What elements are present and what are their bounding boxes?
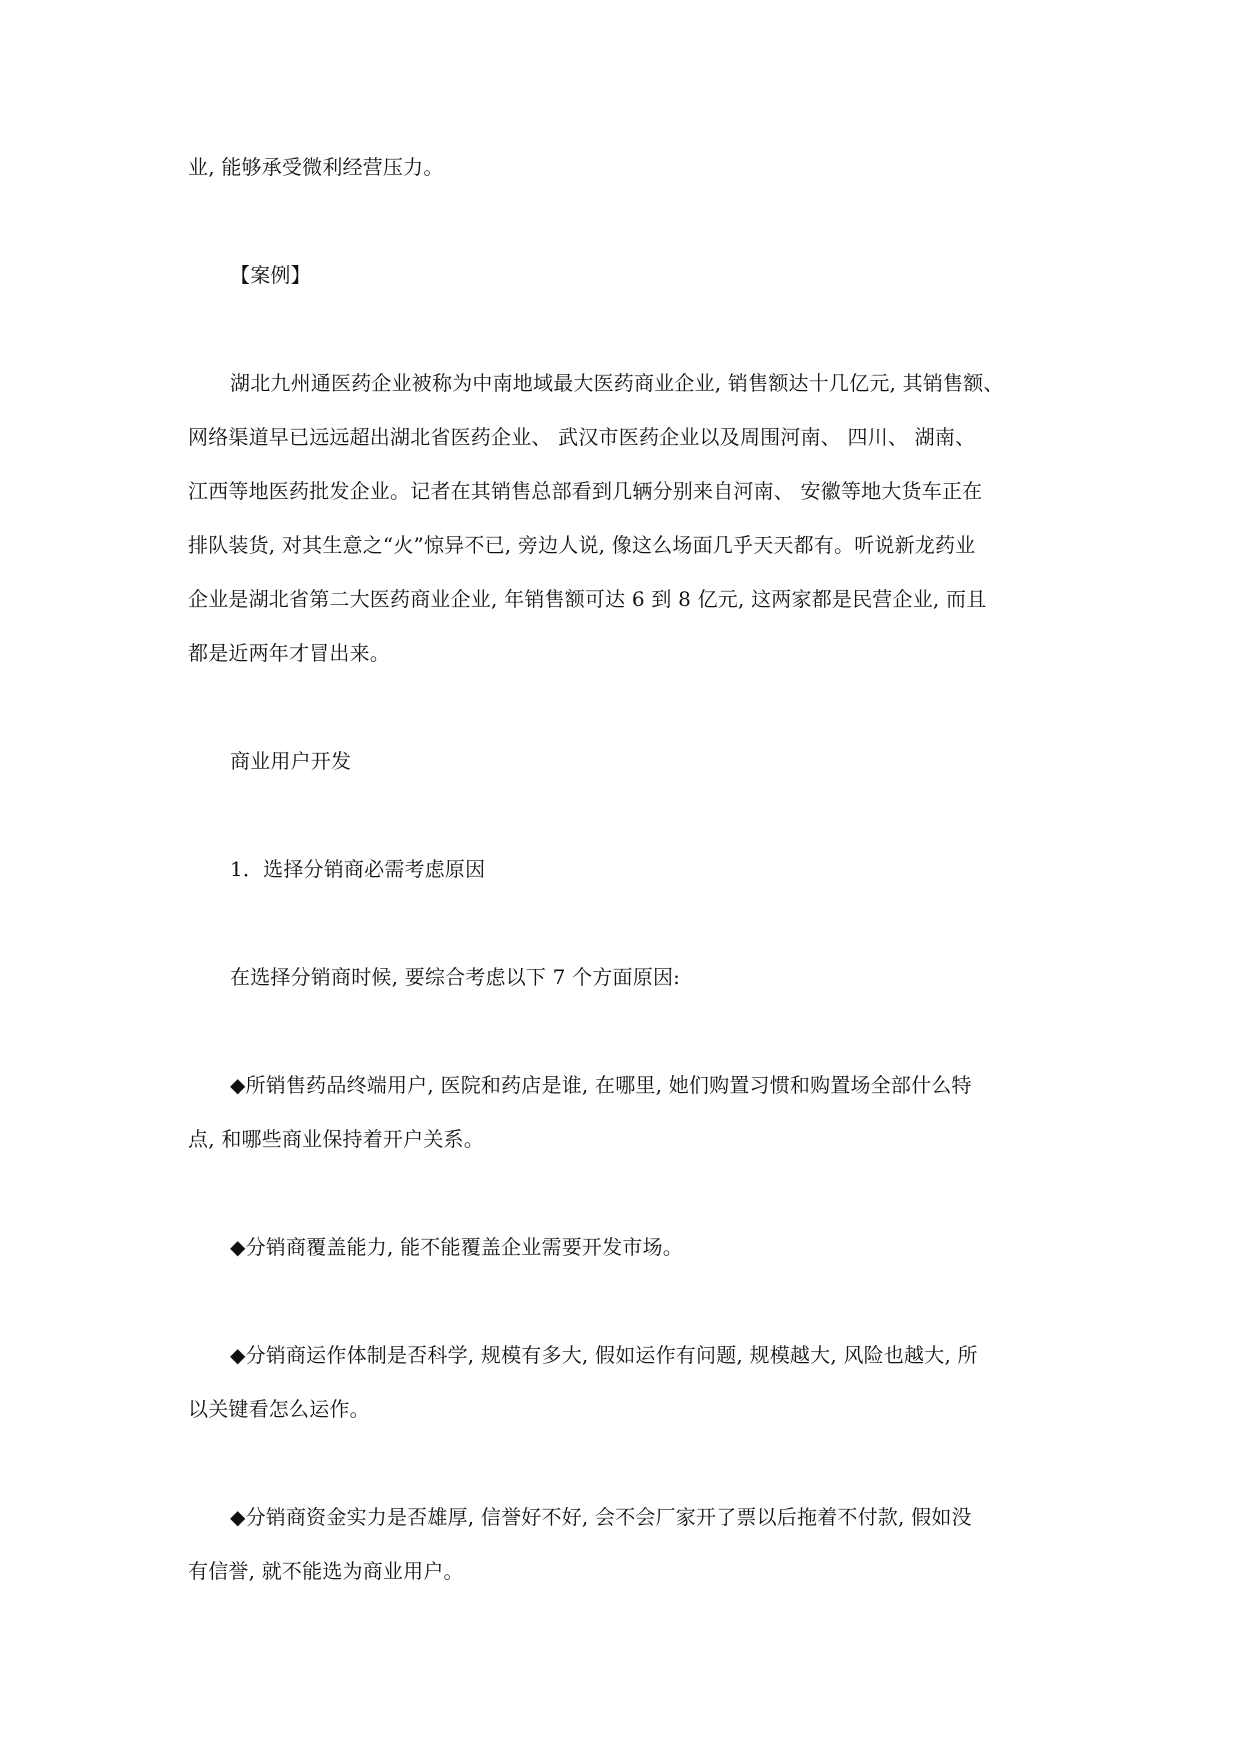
text-line: 【案例】: [230, 263, 311, 287]
paragraph-case-body: [188, 356, 1058, 680]
text-line: 商业用户开发: [230, 749, 352, 773]
bullet-item: [188, 1220, 1058, 1274]
paragraph-intro: [188, 950, 1058, 1004]
text-line: ◆所销售药品终端用户, 医院和药店是谁, 在哪里, 她们购置习惯和购置场全部什么特: [230, 1073, 972, 1097]
document-page: [188, 140, 1058, 1598]
text-line: ◆分销商资金实力是否雄厚, 信誉好不好, 会不会厂家开了票以后拖着不付款, 假如没: [230, 1505, 972, 1529]
text-line: ◆分销商覆盖能力, 能不能覆盖企业需要开发市场。: [230, 1235, 683, 1259]
text-line: 湖北九州通医药企业被称为中南地域最大医药商业企业, 销售额达十几亿元, 其销售额、: [230, 371, 1004, 395]
paragraph-continuation: [188, 140, 1058, 194]
text-line: 都是近两年才冒出来。: [188, 641, 390, 665]
text-line: 网络渠道早已远远超出湖北省医药企业、 武汉市医药企业以及周围河南、 四川、 湖南、: [188, 425, 976, 449]
text-line: 排队装货, 对其生意之“火”惊异不已, 旁边人说, 像这么场面几乎天天都有。听说新龙药业: [188, 533, 976, 557]
section-heading: [188, 734, 1058, 788]
bullet-item: [188, 1490, 1058, 1598]
text-line: 以关键看怎么运作。: [188, 1397, 370, 1421]
text-line: 业, 能够承受微利经营压力。: [188, 155, 444, 179]
text-line: 点, 和哪些商业保持着开户关系。: [188, 1127, 484, 1151]
text-line: 企业是湖北省第二大医药商业企业, 年销售额可达 6 到 8 亿元, 这两家都是民营企业, 而且: [188, 587, 987, 611]
text-line: 有信誉, 就不能选为商业用户。: [188, 1559, 464, 1583]
text-line: 在选择分销商时候, 要综合考虑以下 7 个方面原因:: [230, 965, 681, 989]
text-line: 江西等地医药批发企业。记者在其销售总部看到几辆分别来自河南、 安徽等地大货车正在: [188, 479, 983, 503]
bullet-item: [188, 1328, 1058, 1436]
case-heading: [188, 248, 1058, 302]
bullet-item: [188, 1058, 1058, 1166]
text-line: ◆分销商运作体制是否科学, 规模有多大, 假如运作有问题, 规模越大, 风险也越大, 所: [230, 1343, 978, 1367]
text-line: 1．选择分销商必需考虑原因: [230, 857, 486, 881]
subsection-heading: [188, 842, 1058, 896]
